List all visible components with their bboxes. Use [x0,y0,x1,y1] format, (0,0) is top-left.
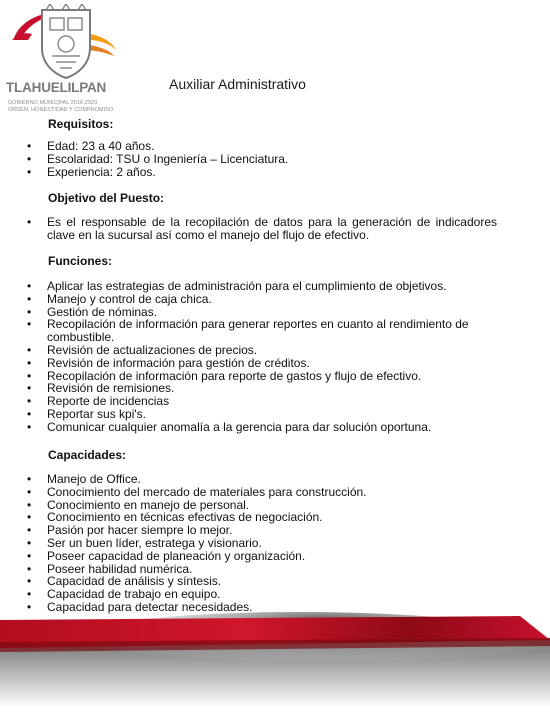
list-item: • Revisión de información para gestión de créditos. [27,357,497,370]
list-item: • Conocimiento en técnicas efectivas de negociación. [27,511,497,524]
list-item: • Poseer habilidad numérica. [27,563,497,576]
list-item: • Conocimiento del mercado de materiales para construcción. [27,486,497,499]
decorative-swoosh [0,612,550,708]
municipal-logo [6,4,126,116]
list-item: • Comunicar cualquier anomalía a la gerencia para dar solución oportuna. [27,421,497,434]
capacidades-heading: Capacidades: [48,448,127,462]
objetivo-heading: Objetivo del Puesto: [48,191,165,205]
list-item: • Experiencia: 2 años. [27,166,497,179]
list-item: • Conocimiento en manejo de personal. [27,499,497,512]
list-item: • Recopilación de información para reporte de gastos y flujo de efectivo. [27,370,497,383]
list-item: • Edad: 23 a 40 años. [27,140,497,153]
logo-name: TLAHUELILPAN [6,80,107,95]
logo-subtitle: GOBIERNO MUNICIPAL 2016-2020 [8,100,98,106]
list-item: • Ser un buen líder, estratega y visionario. [27,537,497,550]
objetivo-list [27,216,497,242]
list-item: • Es el responsable de la recopilación de datos para la generación de indicadores clave en la sucursal así como el manejo del flujo de efectivo. [27,216,497,242]
list-item: • Reportar sus kpi's. [27,408,497,421]
logo-motto: ORDEN, HONESTIDAD Y COMPROMISO [8,107,114,113]
list-item: • Capacidad para detectar necesidades. [27,601,497,614]
list-item: • Gestión de nóminas. [27,306,497,319]
list-item: • Revisión de remisiones. [27,382,497,395]
list-item: • Escolaridad: TSU o Ingeniería – Licenciatura. [27,153,497,166]
list-item: • Capacidad de trabajo en equipo. [27,588,497,601]
funciones-list [27,280,497,434]
requisitos-heading: Requisitos: [48,117,114,131]
list-item: • Capacidad de análisis y síntesis. [27,575,497,588]
list-item: • Pasión por hacer siempre lo mejor. [27,524,497,537]
capacidades-list [27,473,497,614]
list-item: • Manejo y control de caja chica. [27,293,497,306]
footer-band [0,612,550,708]
list-item: • Recopilación de información para generar reportes en cuanto al rendimiento de combustible. [27,318,497,344]
coat-of-arms-icon [6,4,126,82]
list-item: • Poseer capacidad de planeación y organización. [27,550,497,563]
list-item: • Aplicar las estrategias de administración para el cumplimiento de objetivos. [27,280,497,293]
requisitos-list [27,140,497,178]
list-item: • Manejo de Office. [27,473,497,486]
list-item: • Revisión de actualizaciones de precios. [27,344,497,357]
funciones-heading: Funciones: [48,254,113,268]
page-title: Auxiliar Administrativo [169,76,306,92]
list-item: • Reporte de incidencias [27,395,497,408]
